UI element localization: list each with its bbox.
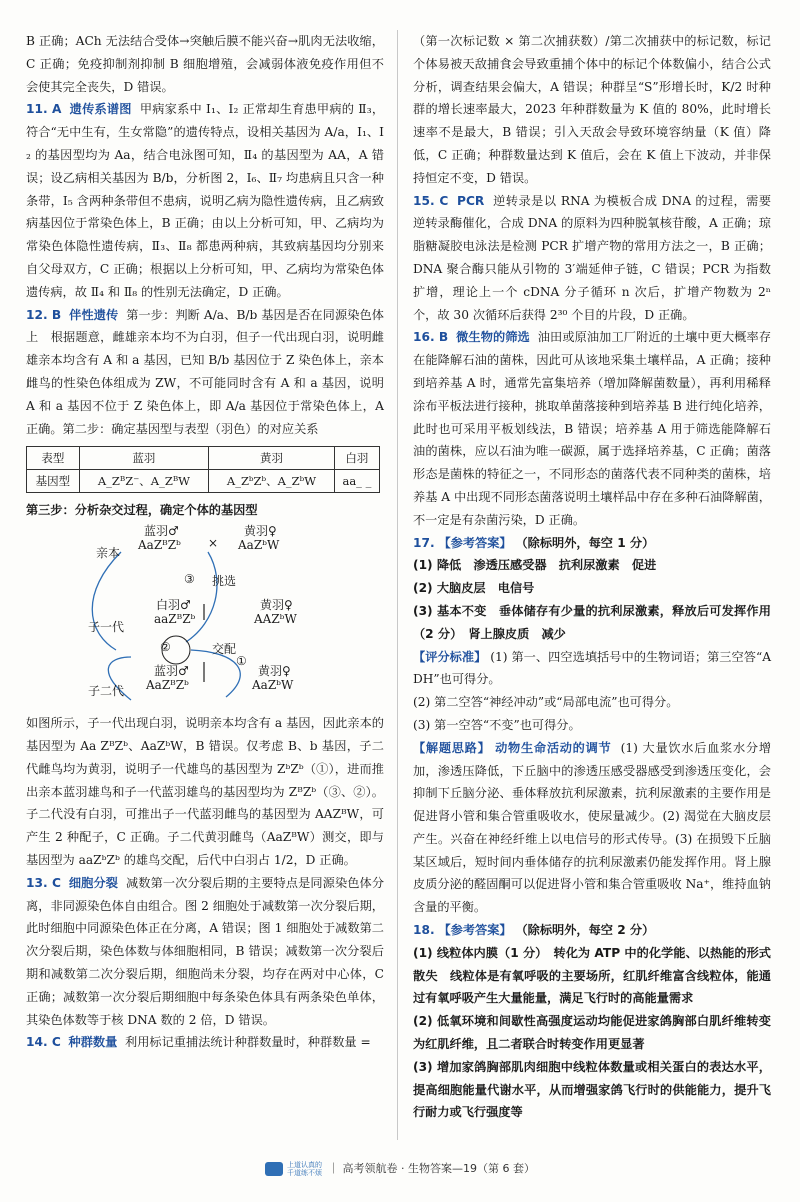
generation-f2-label: 子二代 bbox=[88, 684, 125, 699]
q15-number: 15. C bbox=[413, 193, 449, 208]
f1-yellow-label: 黄羽♀ bbox=[260, 598, 293, 613]
q16-number: 16. B bbox=[413, 330, 449, 345]
q14-text: 利用标记重捕法统计种群数量时，种群数量 = bbox=[125, 1035, 371, 1050]
mate-label: 交配 bbox=[212, 642, 237, 657]
q12-text: 第一步：判断 A/a、B/b 基因是否在同源染色体上 根据题意，雌雄亲本均不为白羽，但子一代出现白羽，说明雌雄亲本均含有 A 和 a 基因，已知 B/b 基因位于 Z 染色体上，亲本雌鸟的性染色体组成为 ZW，不可能同时含有 A 和 a 基因，说明 A 和 a 基因不位于 Z 染色体上，即 A/a 基因位于常染色体上，A 正确。第二步：确定基因型与表型（羽色）的对应关系 bbox=[26, 307, 384, 436]
q16-text: 油田或原油加工厂附近的土壤中更大概率存在能降解石油的菌株，因此可从该地采集土壤样品，A 正确；接种到培养基 A 时，通常先富集培养（增加降解菌数量），再利用稀释涂布平板法进行接种，挑取单菌落接种到培养基 B 进行纯化培养，此时也可采用平板划线法，B 错误；培养基 A 用于筛选能降解石油的菌株，应以石油为唯一碳源，属于选择培养基，C 正确；菌落形态是菌株的特征之一，不同形态的菌落代表不同种类的菌株，培养基 A 中出现不同形态菌落说明土壤样品中存在多种石油降解菌，不一定是有杂菌污染，D 正确。 bbox=[413, 330, 772, 527]
q18-answer-2: (2) 低氧环境和间歇性高强度运动均能促进家鸽胸部白肌纤维转变为红肌纤维，且二者联合时转变作用更显著 bbox=[413, 1014, 771, 1052]
q17-standard-1-text: (1) 第一、四空选填括号中的生物词语；第三空答“ADH”也可得分。 bbox=[413, 649, 772, 687]
circle-3: ③ bbox=[184, 572, 195, 587]
f1-white-genotype: aaZᴮZᵇ bbox=[154, 612, 196, 627]
table-cell: 白羽 bbox=[334, 447, 379, 470]
q17-number: 17. bbox=[413, 535, 435, 550]
q12-tag: 伴性遗传 bbox=[69, 307, 119, 322]
q17-answer-1: (1) 降低 渗透压感受器 抗利尿激素 促进 bbox=[413, 558, 657, 573]
f2-blue-genotype: AaZᴮZᵇ bbox=[146, 678, 189, 693]
table-cell: 黄羽 bbox=[209, 447, 335, 470]
publisher-logo-text: 上道认真的 千道练不烦 bbox=[287, 1161, 322, 1177]
q14-tag: 种群数量 bbox=[68, 1035, 118, 1050]
arrow-3 bbox=[92, 552, 121, 650]
q17-header bbox=[413, 532, 771, 555]
q12-number: 12. B bbox=[26, 307, 62, 322]
p-female-genotype: AaZᵇW bbox=[238, 538, 280, 553]
footer-text: 高考领航卷 · 生物答案—19（第 6 套） bbox=[342, 1162, 535, 1175]
arrow-1 bbox=[191, 650, 240, 697]
q13-number: 13. C bbox=[26, 875, 61, 890]
q15-answer bbox=[413, 190, 771, 327]
q12-analysis: 如图所示，子一代出现白羽，说明亲本均含有 a 基因，因此亲本的基因型为 Aa ZᴮZᵇ、AaZᵇW，B 错误。仅考虑 B、b 基因，子二代雌鸟均为黄羽，说明子一代雄鸟的基因型为 ZᵇZᵇ（①），进而推出亲本蓝羽雄鸟和子一代蓝羽雄鸟的基因型均为 ZᴮZᵇ（③、②）。子二代没有白羽，可推出子一代蓝羽雌鸟的基因型为 AAZᴮW，可产生 2 种配子，C 正确。子二代黄羽雌鸟（AaZᴮW）测交，即与基因型为 aaZᵇZᵇ 的雄鸟交配，后代中白羽占 1/2，D 正确。 bbox=[26, 716, 384, 867]
q18-answer-3: (3) 增加家鸽胸部肌肉细胞中线粒体数量或相关蛋白的表达水平，提高细胞能量代谢水平，从而增强家鸽飞行时的供能能力，提升飞行耐力或飞行强度等 bbox=[413, 1059, 771, 1120]
generation-p-label: 亲本 bbox=[96, 546, 121, 561]
q18-number: 18. bbox=[413, 923, 435, 938]
table-cell: A_ZᵇZᵇ、A_ZᵇW bbox=[209, 470, 335, 493]
q17-answer-2: (2) 大脑皮层 电信号 bbox=[413, 581, 535, 596]
q10-continuation: B 正确；ACh 无法结合受体→突触后膜不能兴奋→肌肉无法收缩，C 正确；免疫抑制剂抑制 B 细胞增殖，会减弱体液免疫作用但不会使其完全丧失，D 错误。 bbox=[26, 34, 384, 94]
q17-idea bbox=[413, 737, 771, 919]
table-cell: 表型 bbox=[27, 447, 80, 470]
column-divider bbox=[397, 30, 398, 1140]
q17-answer-3: (3) 基本不变 垂体储存有少量的抗利尿激素，释放后可发挥作用（2 分） 肾上腺皮质 减少 bbox=[413, 603, 771, 641]
q18-note: （除标明外，每空 2 分） bbox=[515, 923, 655, 938]
circle-2: ② bbox=[160, 640, 171, 655]
f2-yellow-genotype: AaZᵇW bbox=[252, 678, 294, 693]
table-cell: A_ZᴮZ⁻、A_ZᴮW bbox=[79, 470, 209, 493]
p-female-label: 黄羽♀ bbox=[244, 524, 277, 539]
f1-white-label: 白羽♂ bbox=[156, 598, 191, 613]
p-male-label: 蓝羽♂ bbox=[144, 524, 179, 539]
q17-idea-text: (1) 大量饮水后血浆水分增加，渗透压降低，下丘脑中的渗透压感受器感受到渗透压变化，会抑制下丘脑分泌、垂体释放抗利尿激素，抗利尿激素的主要作用是促进肾小管和集合管重吸收水，使尿量减少。(2) 渴觉在大脑皮层产生。兴奋在神经纤维上以电信号的形式传导。(3) 在损毁下丘脑某区域后，短时间内垂体储存的抗利尿激素仍能发挥作用。肾上腺皮质分泌的醛固酮可以促进肾小管和集合管重吸收 Na⁺，维持血钠含量的平衡。 bbox=[413, 740, 772, 915]
q14-continuation: （第一次标记数 × 第二次捕获数）/第二次捕获中的标记数，标记个体易被天敌捕食会导致重捕个体中的标记个体数偏小，结合公式分析，调查结果会偏大，A 错误；种群呈“S”形增长时，K/2 时种群的增长速率最大，2023 年种群数量为 K 值的 80%，此时增长速率不是最大，B 错误；引入天敌会导致环境容纳量（K 值）降低，C 正确；种群数量达到 K 值后，会在 K 值上下波动，并非保持恒定不变，D 错误。 bbox=[413, 34, 771, 185]
q16-answer bbox=[413, 326, 771, 531]
q18-answer-1: (1) 线粒体内膜（1 分） 转化为 ATP 中的化学能、以热能的形式散失 线粒体是有氧呼吸的主要场所，红肌纤维富含线粒体，能通过有氧呼吸产生大量能量，满足飞行时的高能量需求 bbox=[413, 945, 771, 1006]
q17-standard-2: (2) 第二空答“神经冲动”或“局部电流”也可得分。 bbox=[413, 695, 679, 710]
cross-symbol: × bbox=[208, 536, 219, 551]
publisher-logo-icon bbox=[265, 1162, 283, 1176]
q17-idea-topic: 动物生命活动的调节 bbox=[495, 740, 612, 755]
q18-header bbox=[413, 919, 771, 942]
q12-answer bbox=[26, 304, 384, 441]
q11-number: 11. A bbox=[26, 102, 62, 117]
q11-text: 甲病家系中 Ⅰ₁、Ⅰ₂ 正常却生育患甲病的 Ⅱ₃，符合“无中生有，生女常隐”的遗传特点，设相关基因为 A/a，Ⅰ₁、Ⅰ₂ 的基因型均为 Aa，结合电泳图可知，Ⅱ₄ 的基因型为 AA，A 错误；设乙病相关基因为 B/b，分析图 2，Ⅰ₆、Ⅱ₇ 均患病且只含一种条带，Ⅰ₅ 含两种条带但不患病，说明乙病为隐性遗传病，且乙病致病基因位于常染色体上，B 正确；由以上分析可知，甲、乙病均为常染色体隐性遗传病，Ⅱ₃、Ⅱ₈ 都患两种病，其致病基因均分别来自父母双方，C 正确；根据以上分析可知，甲、乙病均为常染色体遗传病，故 Ⅱ₄ 和 Ⅱ₈ 的性别无法确定，D 正确。 bbox=[26, 102, 385, 299]
f2-blue-label: 蓝羽♂ bbox=[154, 664, 189, 679]
right-column bbox=[413, 30, 771, 1124]
q18-ref-tag: 【参考答案】 bbox=[438, 923, 512, 938]
q17-note: （除标明外，每空 1 分） bbox=[515, 535, 655, 550]
table-header-row bbox=[27, 447, 380, 470]
q13-text: 减数第一次分裂后期的主要特点是同源染色体分离，非同源染色体自由组合。图 2 细胞处于减数第一次分裂后期，此时细胞中同源染色体正在分离，A 错误；图 1 细胞处于减数第二次分裂后期，染色体数与体细胞相同，B 错误；减数第一次分裂后期和减数第二次分裂后期，细胞尚未分裂，均存在两对中心体，C 正确；减数第一次分裂后期细胞中每条染色体具有两条染色单体，其染色体数等于核 DNA 数的 2 倍，D 错误。 bbox=[26, 875, 385, 1027]
q17-idea-tag: 【解题思路】 bbox=[413, 740, 491, 755]
table-row bbox=[27, 470, 380, 493]
circle-1: ① bbox=[236, 654, 247, 669]
table-cell: aa_ _ bbox=[334, 470, 379, 493]
table-cell: 蓝羽 bbox=[79, 447, 209, 470]
q14-number: 14. C bbox=[26, 1035, 61, 1050]
q17-standard-tag: 【评分标准】 bbox=[413, 649, 487, 664]
left-column bbox=[26, 30, 384, 1054]
generation-f1-label: 子一代 bbox=[88, 620, 125, 635]
f1-yellow-genotype: AAZᵇW bbox=[254, 612, 297, 627]
q14-answer bbox=[26, 1031, 384, 1054]
cross-diagram-arrows bbox=[26, 522, 384, 712]
q15-tag: PCR bbox=[457, 193, 485, 208]
select-label: 挑选 bbox=[212, 574, 237, 589]
q11-tag: 遗传系谱图 bbox=[69, 102, 132, 117]
q13-tag: 细胞分裂 bbox=[68, 875, 119, 890]
step3-heading: 第三步：分析杂交过程，确定个体的基因型 bbox=[26, 503, 258, 518]
q15-text: 逆转录是以 RNA 为模板合成 DNA 的过程，需要逆转录酶催化，合成 DNA 的原料为四种脱氧核苷酸，A 正确；琼脂糖凝胶电泳法是检测 PCR 扩增产物的常用方法之一，B 正确；DNA 聚合酶只能从引物的 3′端延伸子链，C 错误；PCR 为指数扩增，理论上一个 cDNA 分子循环 n 次后，扩增产物数为 2ⁿ 个，故 30 次循环后获得 2³⁰ 个目的片段，D 正确。 bbox=[413, 193, 772, 322]
q17-ref-tag: 【参考答案】 bbox=[438, 535, 512, 550]
q17-standard-3: (3) 第一空答“不变”也可得分。 bbox=[413, 717, 581, 732]
footer-separator: ｜ bbox=[328, 1162, 339, 1175]
cross-diagram bbox=[26, 522, 384, 712]
q11-answer bbox=[26, 98, 384, 303]
q17-standard-1 bbox=[413, 646, 771, 692]
f2-yellow-label: 黄羽♀ bbox=[258, 664, 291, 679]
genotype-table bbox=[26, 446, 380, 493]
q16-tag: 微生物的筛选 bbox=[456, 330, 530, 345]
page-footer bbox=[0, 1160, 800, 1177]
table-cell: 基因型 bbox=[27, 470, 80, 493]
p-male-genotype: AaZᴮZᵇ bbox=[138, 538, 181, 553]
q13-answer bbox=[26, 872, 384, 1032]
